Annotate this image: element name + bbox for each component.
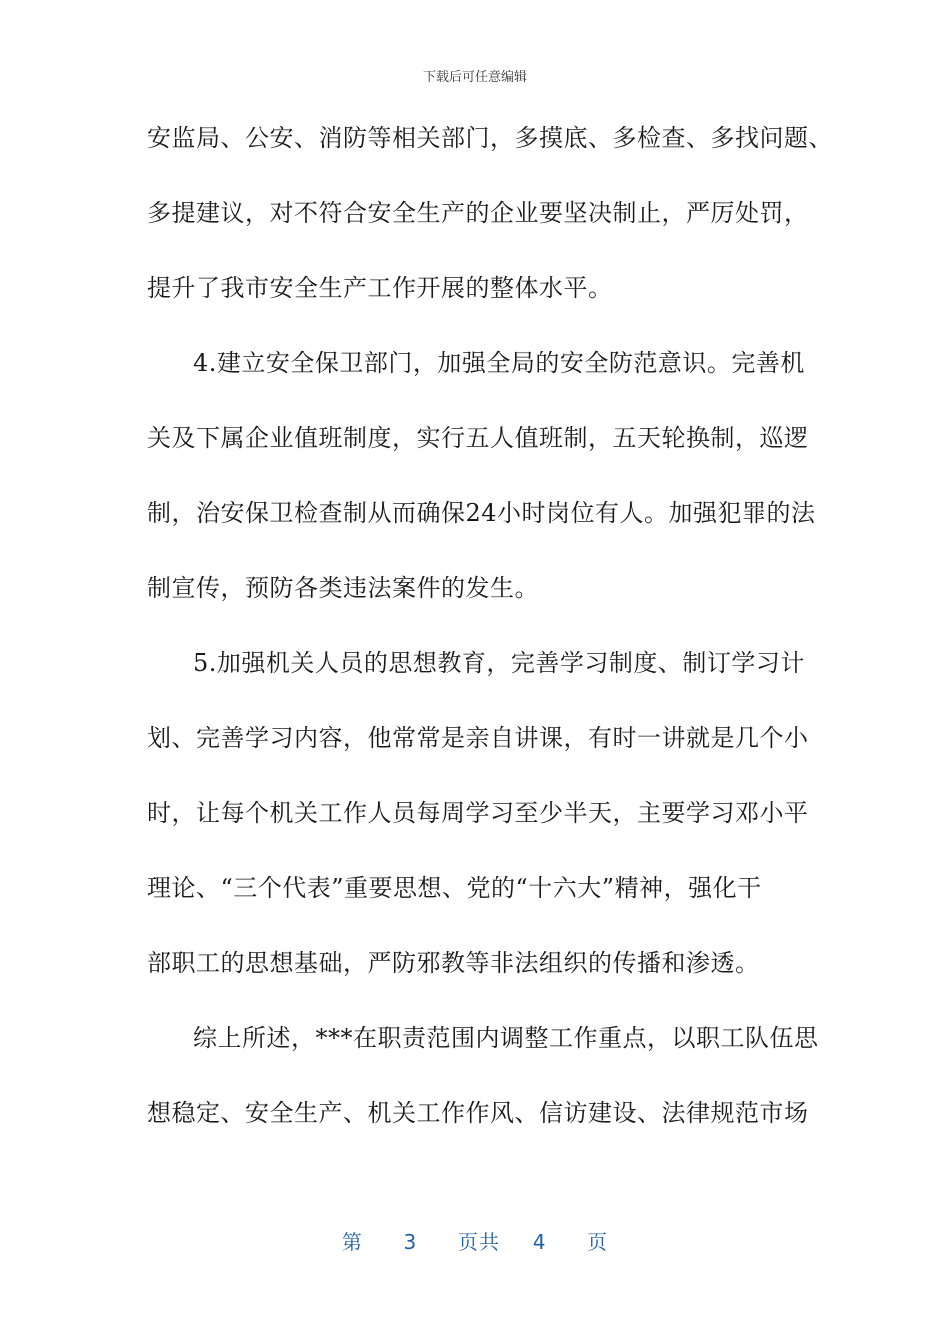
current-page-number: 3 — [403, 1230, 418, 1254]
text-line-6: 制，治安保卫检查制从而确保24小时岗位有人。加强犯罪的法 — [147, 499, 816, 527]
text-line-2: 多提建议，对不符合安全生产的企业要坚决制止，严厉处罚， — [147, 199, 809, 227]
page-footer — [0, 1226, 950, 1255]
total-pages-number: 4 — [532, 1230, 547, 1254]
page-label-mid: 页共 — [458, 1230, 500, 1254]
text-line-4: 4.建立安全保卫部门，加强全局的安全防范意识。完善机 — [193, 349, 805, 377]
text-line-5: 关及下属企业值班制度，实行五人值班制，五天轮换制，巡逻 — [147, 424, 809, 452]
text-line-3: 提升了我市安全生产工作开展的整体水平。 — [147, 274, 613, 302]
text-line-11: 理论、“三个代表”重要思想、党的“十六大”精神，强化干 — [147, 874, 762, 902]
page-header: 下载后可任意编辑 — [422, 70, 527, 85]
text-line-14: 想稳定、安全生产、机关工作作风、信访建设、法律规范市场 — [147, 1099, 809, 1127]
text-line-7: 制宣传，预防各类违法案件的发生。 — [147, 574, 539, 602]
text-line-9: 划、完善学习内容，他常常是亲自讲课，有时一讲就是几个小 — [147, 724, 809, 752]
document-body — [147, 124, 833, 1174]
text-line-13: 综上所述，***在职责范围内调整工作重点，以职工队伍思 — [193, 1024, 819, 1052]
page-label-suffix: 页 — [587, 1230, 609, 1254]
text-line-1: 安监局、公安、消防等相关部门，多摸底、多检查、多找问题、 — [147, 124, 833, 152]
text-line-8: 5.加强机关人员的思想教育，完善学习制度、制订学习计 — [193, 649, 805, 677]
text-line-10: 时，让每个机关工作人员每周学习至少半天，主要学习邓小平 — [147, 799, 809, 827]
page-label-prefix: 第 — [341, 1230, 363, 1254]
text-line-12: 部职工的思想基础，严防邪教等非法组织的传播和渗透。 — [147, 949, 760, 977]
